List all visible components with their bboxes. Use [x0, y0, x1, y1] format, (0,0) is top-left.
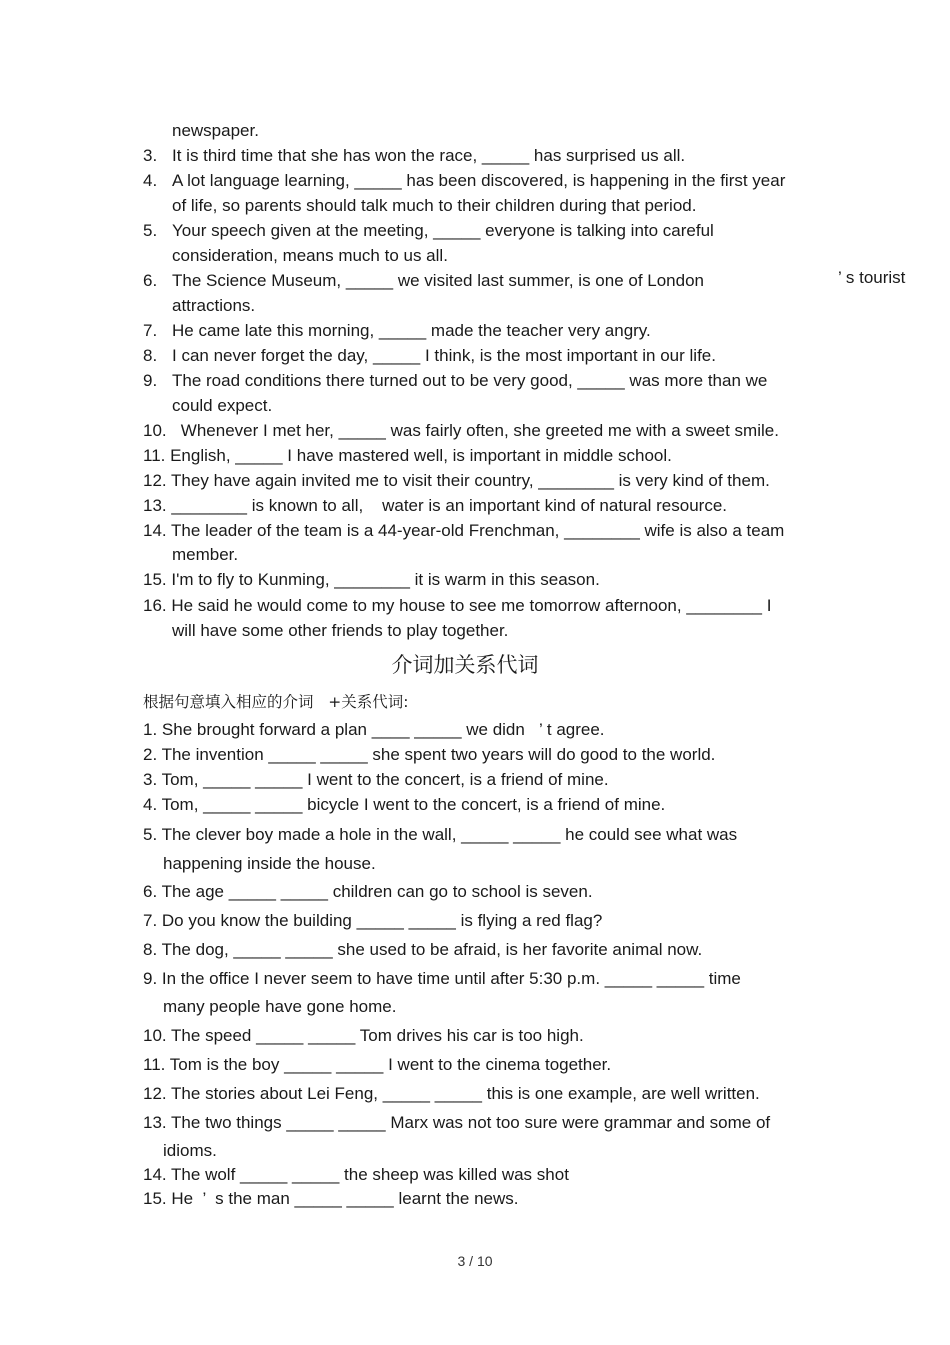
- exercise-line: 11. Tom is the boy _____ _____ I went to the cinema together.: [143, 1055, 612, 1074]
- exercise-line: A lot language learning, _____ has been discovered, is happening in the first year: [172, 171, 786, 190]
- section-instruction: 根据句意填入相应的介词 +关系代词:: [143, 693, 409, 711]
- exercise-line: 2. The invention _____ _____ she spent two years will do good to the world.: [143, 745, 716, 764]
- exercise-line: consideration, means much to us all.: [172, 246, 448, 265]
- exercise-line: I can never forget the day, _____ I think, is the most important in our life.: [172, 346, 716, 365]
- item-number: 4.: [143, 171, 158, 190]
- exercise-line: 14. The leader of the team is a 44-year-old Frenchman, ________ wife is also a team: [143, 521, 785, 540]
- exercise-line: 13. ________ is known to all, water is an important kind of natural resource.: [143, 496, 727, 515]
- exercise-line: 5. The clever boy made a hole in the wall, _____ _____ he could see what was: [143, 825, 738, 844]
- exercise-line: 12. The stories about Lei Feng, _____ _____ this is one example, are well written.: [143, 1084, 760, 1103]
- exercise-line: 15. He ’ s the man _____ _____ learnt the news.: [143, 1189, 519, 1208]
- exercise-line: The road conditions there turned out to be very good, _____ was more than we: [172, 371, 768, 390]
- exercise-line-tail: ’ s tourist: [838, 268, 906, 287]
- exercise-line: He came late this morning, _____ made the teacher very angry.: [172, 321, 651, 340]
- item-number: 9.: [143, 371, 158, 390]
- exercise-line: 12. They have again invited me to visit their country, ________ is very kind of them.: [143, 471, 770, 490]
- item-number: 5.: [143, 221, 158, 240]
- item-number: 8.: [143, 346, 158, 365]
- exercise-line: 10. Whenever I met her, _____ was fairly often, she greeted me with a sweet smile.: [143, 421, 779, 440]
- exercise-line: happening inside the house.: [163, 854, 376, 873]
- exercise-line: could expect.: [172, 396, 273, 415]
- exercise-line: 7. Do you know the building _____ _____ is flying a red flag?: [143, 911, 603, 930]
- exercise-line: 16. He said he would come to my house to see me tomorrow afternoon, ________ I: [143, 596, 772, 615]
- item-number: 7.: [143, 321, 158, 340]
- exercise-line: 14. The wolf _____ _____ the sheep was killed was shot: [143, 1165, 569, 1184]
- section-title: 介词加关系代词: [391, 653, 539, 677]
- exercise-line: 11. English, _____ I have mastered well, is important in middle school.: [143, 446, 672, 465]
- exercise-line: member.: [172, 545, 239, 564]
- item-number: 6.: [143, 271, 158, 290]
- exercise-line: attractions.: [172, 296, 256, 315]
- exercise-line: many people have gone home.: [163, 997, 397, 1016]
- exercise-line: 8. The dog, _____ _____ she used to be afraid, is her favorite animal now.: [143, 940, 703, 959]
- exercise-line: 13. The two things _____ _____ Marx was not too sure were grammar and some of: [143, 1113, 771, 1132]
- exercise-line: 3. Tom, _____ _____ I went to the concert, is a friend of mine.: [143, 770, 609, 789]
- exercise-line: will have some other friends to play together.: [172, 621, 509, 640]
- exercise-line: 1. She brought forward a plan ____ _____ we didn ’ t agree.: [143, 720, 605, 739]
- exercise-line: 6. The age _____ _____ children can go to school is seven.: [143, 882, 593, 901]
- exercise-line: 9. In the office I never seem to have time until after 5:30 p.m. _____ _____ time: [143, 969, 741, 988]
- exercise-line: The Science Museum, _____ we visited last summer, is one of London: [172, 271, 705, 290]
- exercise-line: 10. The speed _____ _____ Tom drives his car is too high.: [143, 1026, 584, 1045]
- exercise-line: of life, so parents should talk much to their children during that period.: [172, 196, 697, 215]
- carryover-text: newspaper.: [172, 121, 259, 140]
- exercise-line: It is third time that she has won the race, _____ has surprised us all.: [172, 146, 686, 165]
- page-number: 3 / 10: [457, 1253, 493, 1269]
- exercise-line: 4. Tom, _____ _____ bicycle I went to the concert, is a friend of mine.: [143, 795, 666, 814]
- exercise-line: 15. I'm to fly to Kunming, ________ it is warm in this season.: [143, 570, 600, 589]
- item-number: 3.: [143, 146, 158, 165]
- exercise-line: Your speech given at the meeting, _____ everyone is talking into careful: [172, 221, 714, 240]
- exercise-line: idioms.: [163, 1141, 217, 1160]
